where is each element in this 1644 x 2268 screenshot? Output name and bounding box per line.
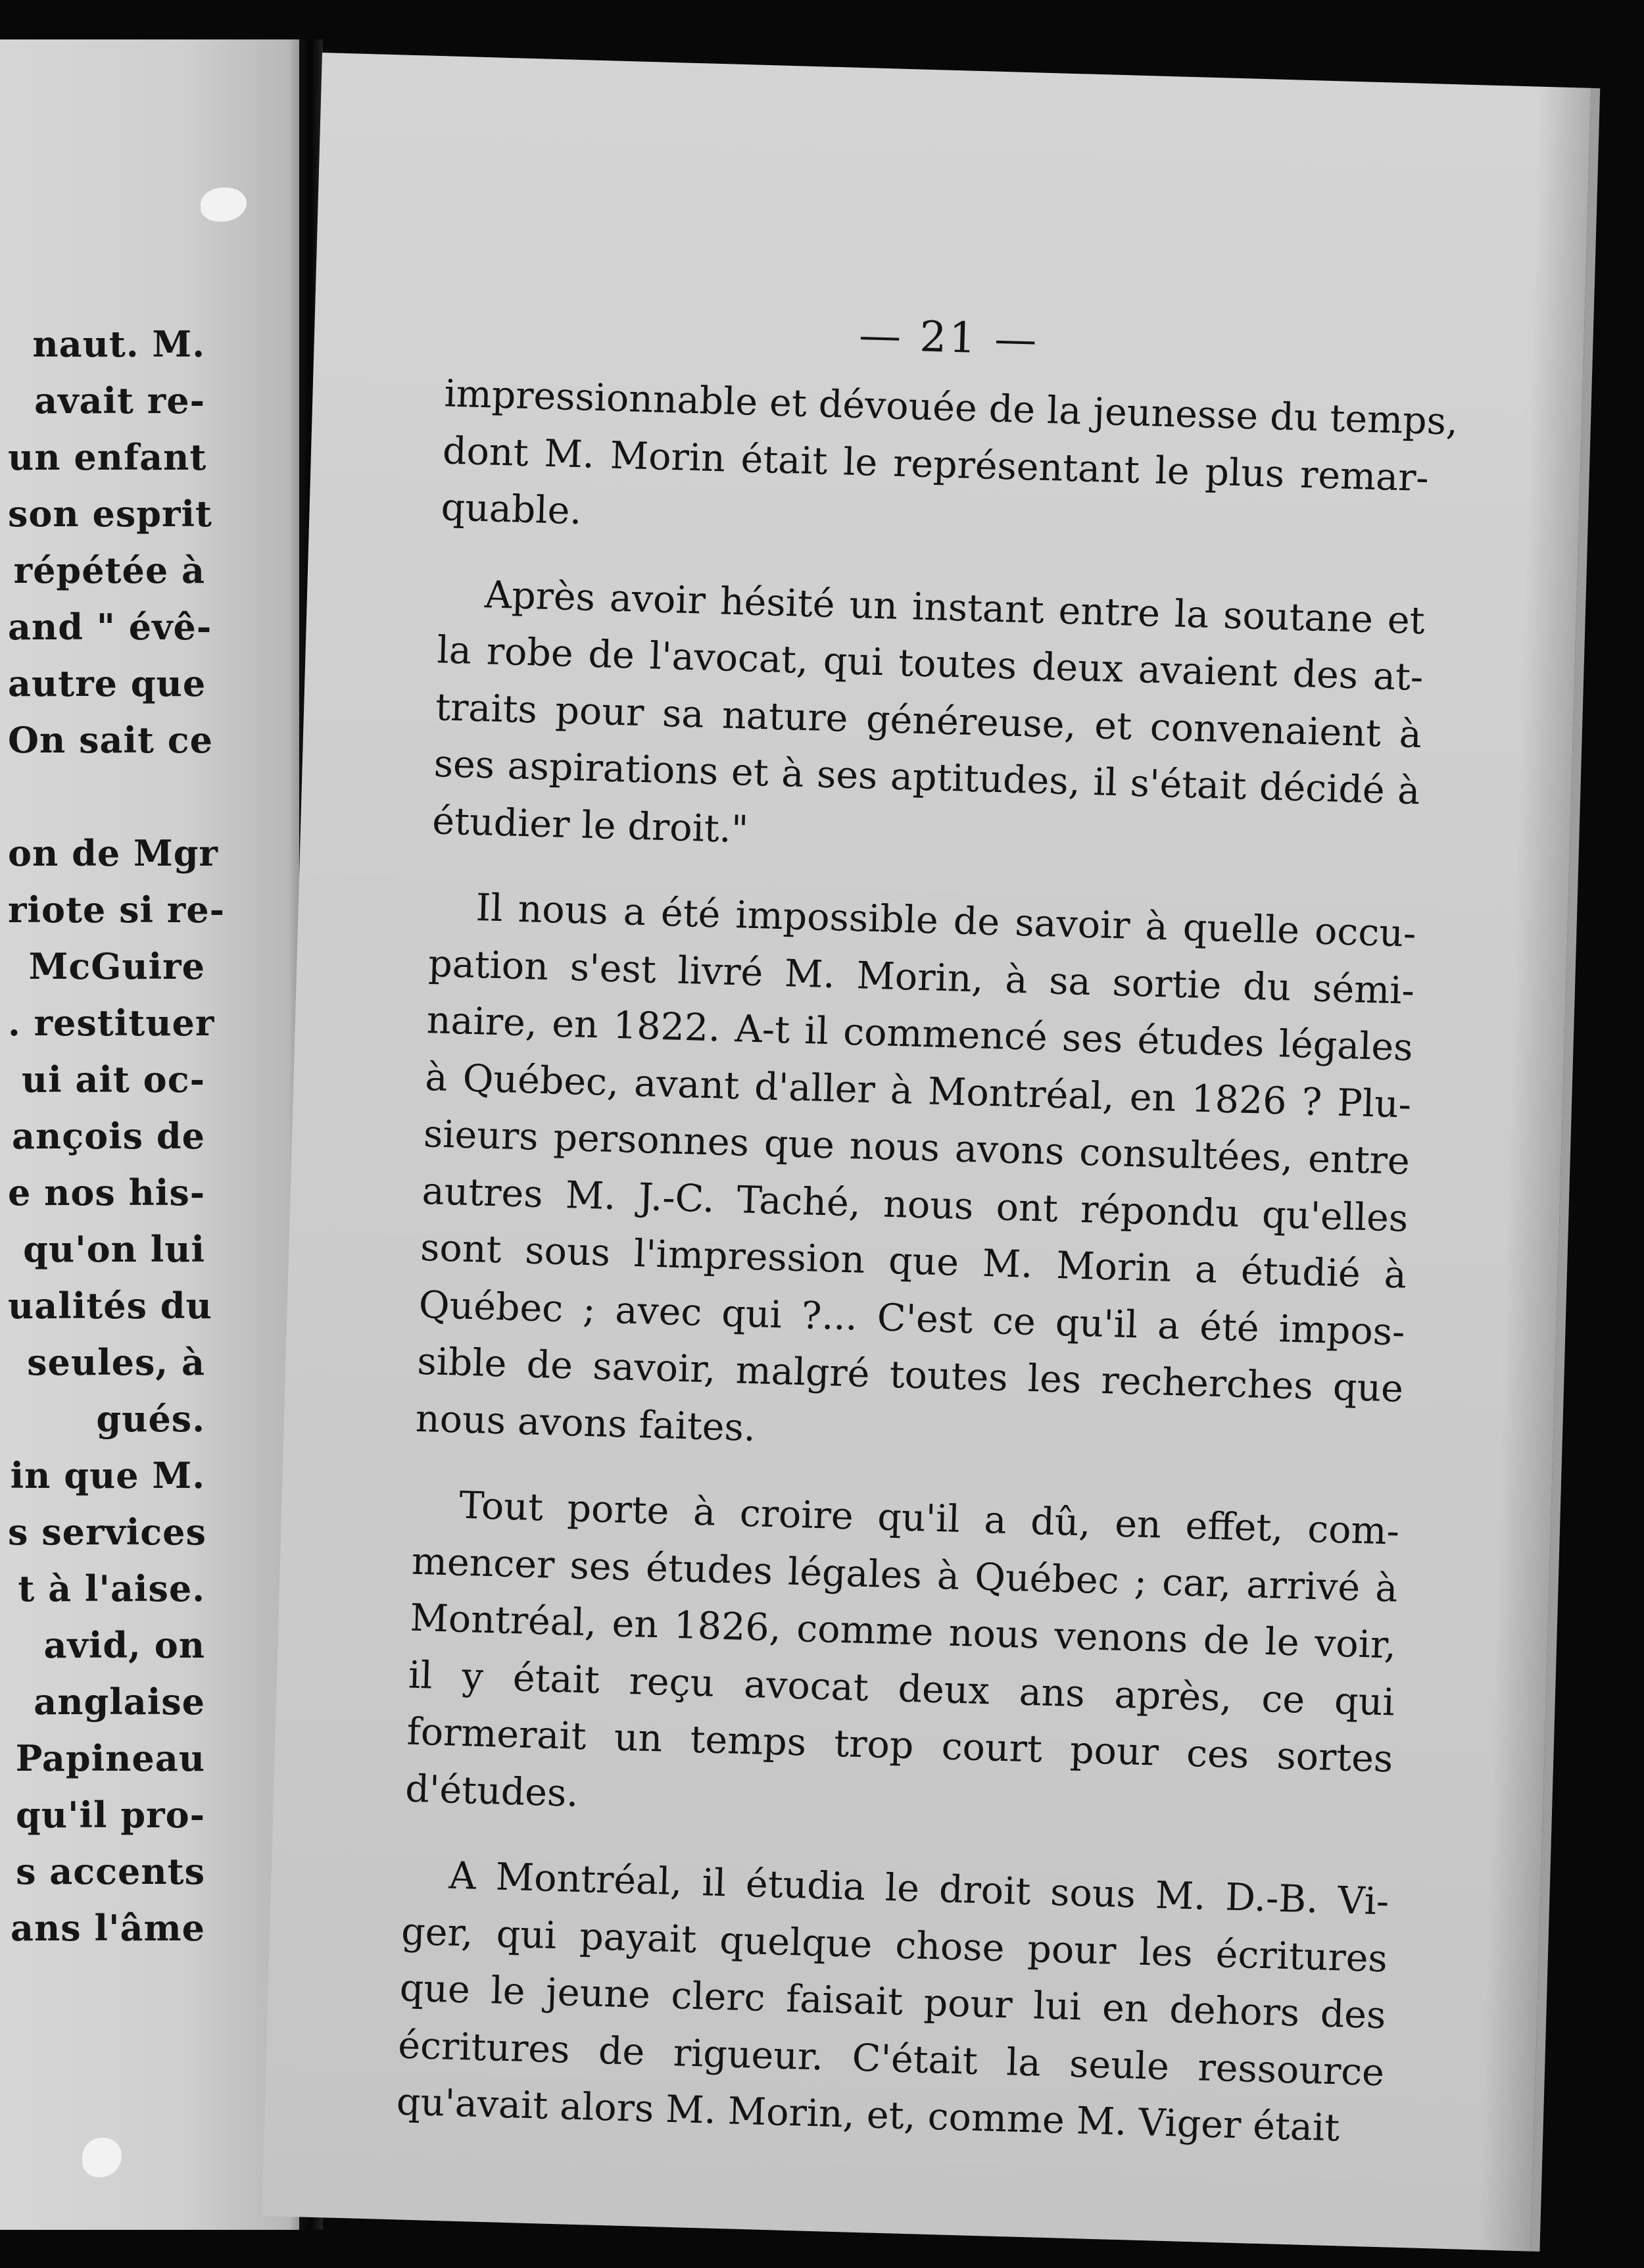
text-line: traits pour sa nature généreuse, et convenaient à	[435, 685, 1422, 756]
text-line: ger, qui payait quelque chose pour les écritures	[400, 1909, 1388, 1981]
text-line: ses aspirations et à ses aptitudes, il s'était décidé à	[433, 742, 1421, 814]
left-page-line: riote si re-	[8, 889, 226, 931]
text-line: à Québec, avant d'aller à Montréal, en 1826 ? Plu-	[424, 1055, 1412, 1127]
text-line: sieurs personnes que nous avons consultées, entre	[423, 1112, 1411, 1183]
text-line: dont M. Morin était le représentant le plus remar-	[442, 428, 1430, 500]
paragraph	[415, 878, 1417, 1475]
paragraph	[404, 1476, 1400, 1845]
text-line: la robe de l'avocat, qui toutes deux avaient des at-	[436, 628, 1424, 700]
left-page-line: ans l'âme	[11, 1907, 205, 1949]
left-page-line: t à l'aise.	[18, 1567, 205, 1610]
text-line: que le jeune clerc faisait pour lui en dehors des	[399, 1966, 1387, 2038]
left-page-line: naut. M.	[32, 323, 205, 365]
text-line: autres M. J.-C. Taché, nous ont répondu qu'elles	[421, 1169, 1409, 1241]
text-line: écritures de rigueur. C'était la seule ressource	[397, 2023, 1385, 2094]
current-page	[262, 53, 1600, 2252]
paper-damage-spot	[82, 2138, 122, 2177]
text-line: étudier le droit."	[431, 799, 749, 852]
left-page-line: répétée à	[13, 549, 205, 591]
text-line: qu'avait alors M. Morin, et, comme M. Viger était	[396, 2080, 1340, 2150]
text-line: mencer ses études légales à Québec ; car, arrivé à	[411, 1539, 1399, 1611]
paper-damage-spot	[201, 187, 247, 222]
text-line: sible de savoir, malgré toutes les recherches que	[416, 1339, 1404, 1411]
text-line: quable.	[440, 485, 583, 533]
text-line: pation s'est livré M. Morin, à sa sortie du sémi-	[427, 941, 1415, 1013]
left-page-line: avait re-	[34, 380, 205, 422]
text-line: A Montréal, il étudia le droit sous M. D.-B. Vi-	[448, 1854, 1390, 1924]
left-page-line: avid, on	[43, 1624, 205, 1666]
left-page-line: Papineau	[15, 1737, 205, 1779]
left-page-line: ui ait oc-	[21, 1058, 205, 1100]
text-line: Québec ; avec qui ?... C'est ce qu'il a été impos-	[418, 1283, 1406, 1354]
left-page-line: un enfant	[8, 436, 207, 478]
left-page-line: autre que	[8, 662, 206, 704]
left-page-line: McGuire	[28, 945, 205, 987]
left-page-line: qu'il pro-	[15, 1794, 205, 1836]
text-line: Il nous a été impossible de savoir à quelle occu-	[475, 886, 1417, 956]
text-line: Montréal, en 1826, comme nous venons de le voir,	[409, 1596, 1397, 1667]
text-line: impressionnable et dévouée de la jeunesse du temps,	[443, 372, 1459, 444]
left-page-line: in que M.	[10, 1454, 205, 1496]
paragraph	[440, 365, 1459, 563]
left-page-line: s services	[8, 1511, 206, 1553]
left-page-line: . restituer	[8, 1002, 215, 1044]
page-edge-shadow	[1478, 87, 1591, 2252]
previous-page	[0, 39, 304, 2230]
left-page-line: On sait ce	[8, 719, 213, 761]
text-line: sont sous l'impression que M. Morin a étudié à	[420, 1225, 1407, 1297]
previous-page-text-column	[8, 316, 226, 1956]
paragraph	[431, 565, 1425, 877]
left-page-line: son esprit	[8, 493, 212, 535]
text-line: nous avons faites.	[415, 1396, 756, 1450]
left-page-line: e nos his-	[8, 1171, 206, 1214]
left-page-line: qu'on lui	[23, 1228, 205, 1270]
text-line: Tout porte à croire qu'il a dû, en effet, com-	[458, 1483, 1400, 1554]
left-page-line: ualités du	[8, 1285, 212, 1327]
paragraph	[396, 1846, 1390, 2158]
left-page-line: ançois de	[12, 1115, 205, 1157]
left-page-line: and " évê-	[8, 606, 212, 648]
text-line: il y était reçu avocat deux ans après, ce qui	[408, 1653, 1395, 1724]
text-line: formerait un temps trop court pour ces sortes	[406, 1710, 1394, 1781]
left-page-line: seules, à	[27, 1341, 205, 1383]
left-page-line: gués.	[96, 1398, 205, 1440]
text-line: d'études.	[404, 1767, 579, 1815]
text-line: naire, en 1822. A-t il commencé ses études légales	[426, 998, 1414, 1070]
left-page-line: anglaise	[34, 1681, 205, 1723]
left-page-line: on de Mgr	[8, 832, 218, 874]
left-page-line: s accents	[16, 1850, 205, 1892]
page-number: — 21 —	[858, 310, 1040, 365]
page-body-text	[395, 365, 1459, 2186]
left-page-line	[8, 768, 205, 825]
text-line: Après avoir hésité un instant entre la soutane et	[484, 572, 1426, 643]
